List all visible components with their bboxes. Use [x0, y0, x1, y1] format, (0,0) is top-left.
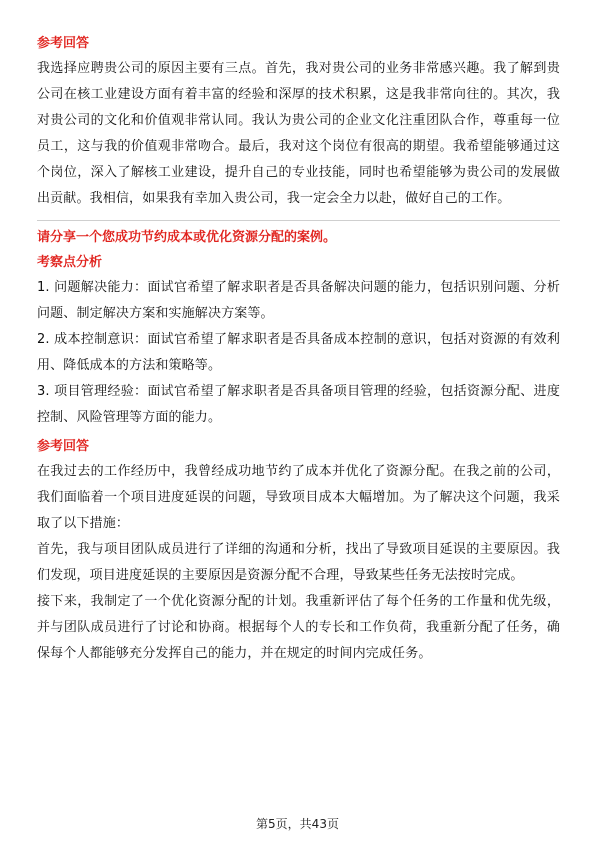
answer-paragraph: 在我过去的工作经历中，我曾经成功地节约了成本并优化了资源分配。在我之前的公司，我们面临着一个项目进度延误的问题，导致项目成本大幅增加。为了解决这个问题，我采取了以下措施：	[37, 464, 560, 531]
page-number: 第5页，共43页	[256, 817, 339, 831]
answer-paragraph: 接下来，我制定了一个优化资源分配的计划。我重新评估了每个任务的工作量和优先级，并与团队成员进行了讨论和协商。根据每个人的专长和工作负荷，我重新分配了任务，确保每个人都能够充分发挥自己的能力，并在规定的时间内完成任务。	[37, 594, 560, 661]
answer-paragraph: 首先，我与项目团队成员进行了详细的沟通和分析，找出了导致项目延误的主要原因。我们发现，项目进度延误的主要原因是资源分配不合理，导致某些任务无法按时完成。	[37, 542, 560, 583]
analysis-heading: 考察点分析	[37, 255, 103, 270]
analysis-point: 2. 成本控制意识：面试官希望了解求职者是否具备成本控制的意识，包括对资源的有效利用、降低成本的方法和策略等。	[37, 332, 560, 373]
document-page	[37, 34, 560, 667]
section-divider	[37, 220, 560, 221]
analysis-point: 1. 问题解决能力：面试官希望了解求职者是否具备解决问题的能力，包括识别问题、分析问题、制定解决方案和实施解决方案等。	[37, 280, 560, 321]
analysis-point: 3. 项目管理经验：面试官希望了解求职者是否具备项目管理的经验，包括资源分配、进度控制、风险管理等方面的能力。	[37, 384, 560, 425]
answer-heading: 参考回答	[37, 439, 90, 454]
answer-heading: 参考回答	[37, 36, 90, 51]
answer-paragraph: 我选择应聘贵公司的原因主要有三点。首先，我对贵公司的业务非常感兴趣。我了解到贵公司在核工业建设方面有着丰富的经验和深厚的技术积累，这是我非常向往的。其次，我对贵公司的文化和价值观非常认同。我认为贵公司的企业文化注重团队合作，尊重每一位员工，这与我的价值观非常吻合。最后，我对这个岗位有很高的期望。我希望能够通过这个岗位，深入了解核工业建设，提升自己的专业技能，同时也希望能够为贵公司的发展做出贡献。我相信，如果我有幸加入贵公司，我一定会全力以赴，做好自己的工作。	[37, 61, 560, 206]
question-heading: 请分享一个您成功节约成本或优化资源分配的案例。	[37, 230, 337, 245]
